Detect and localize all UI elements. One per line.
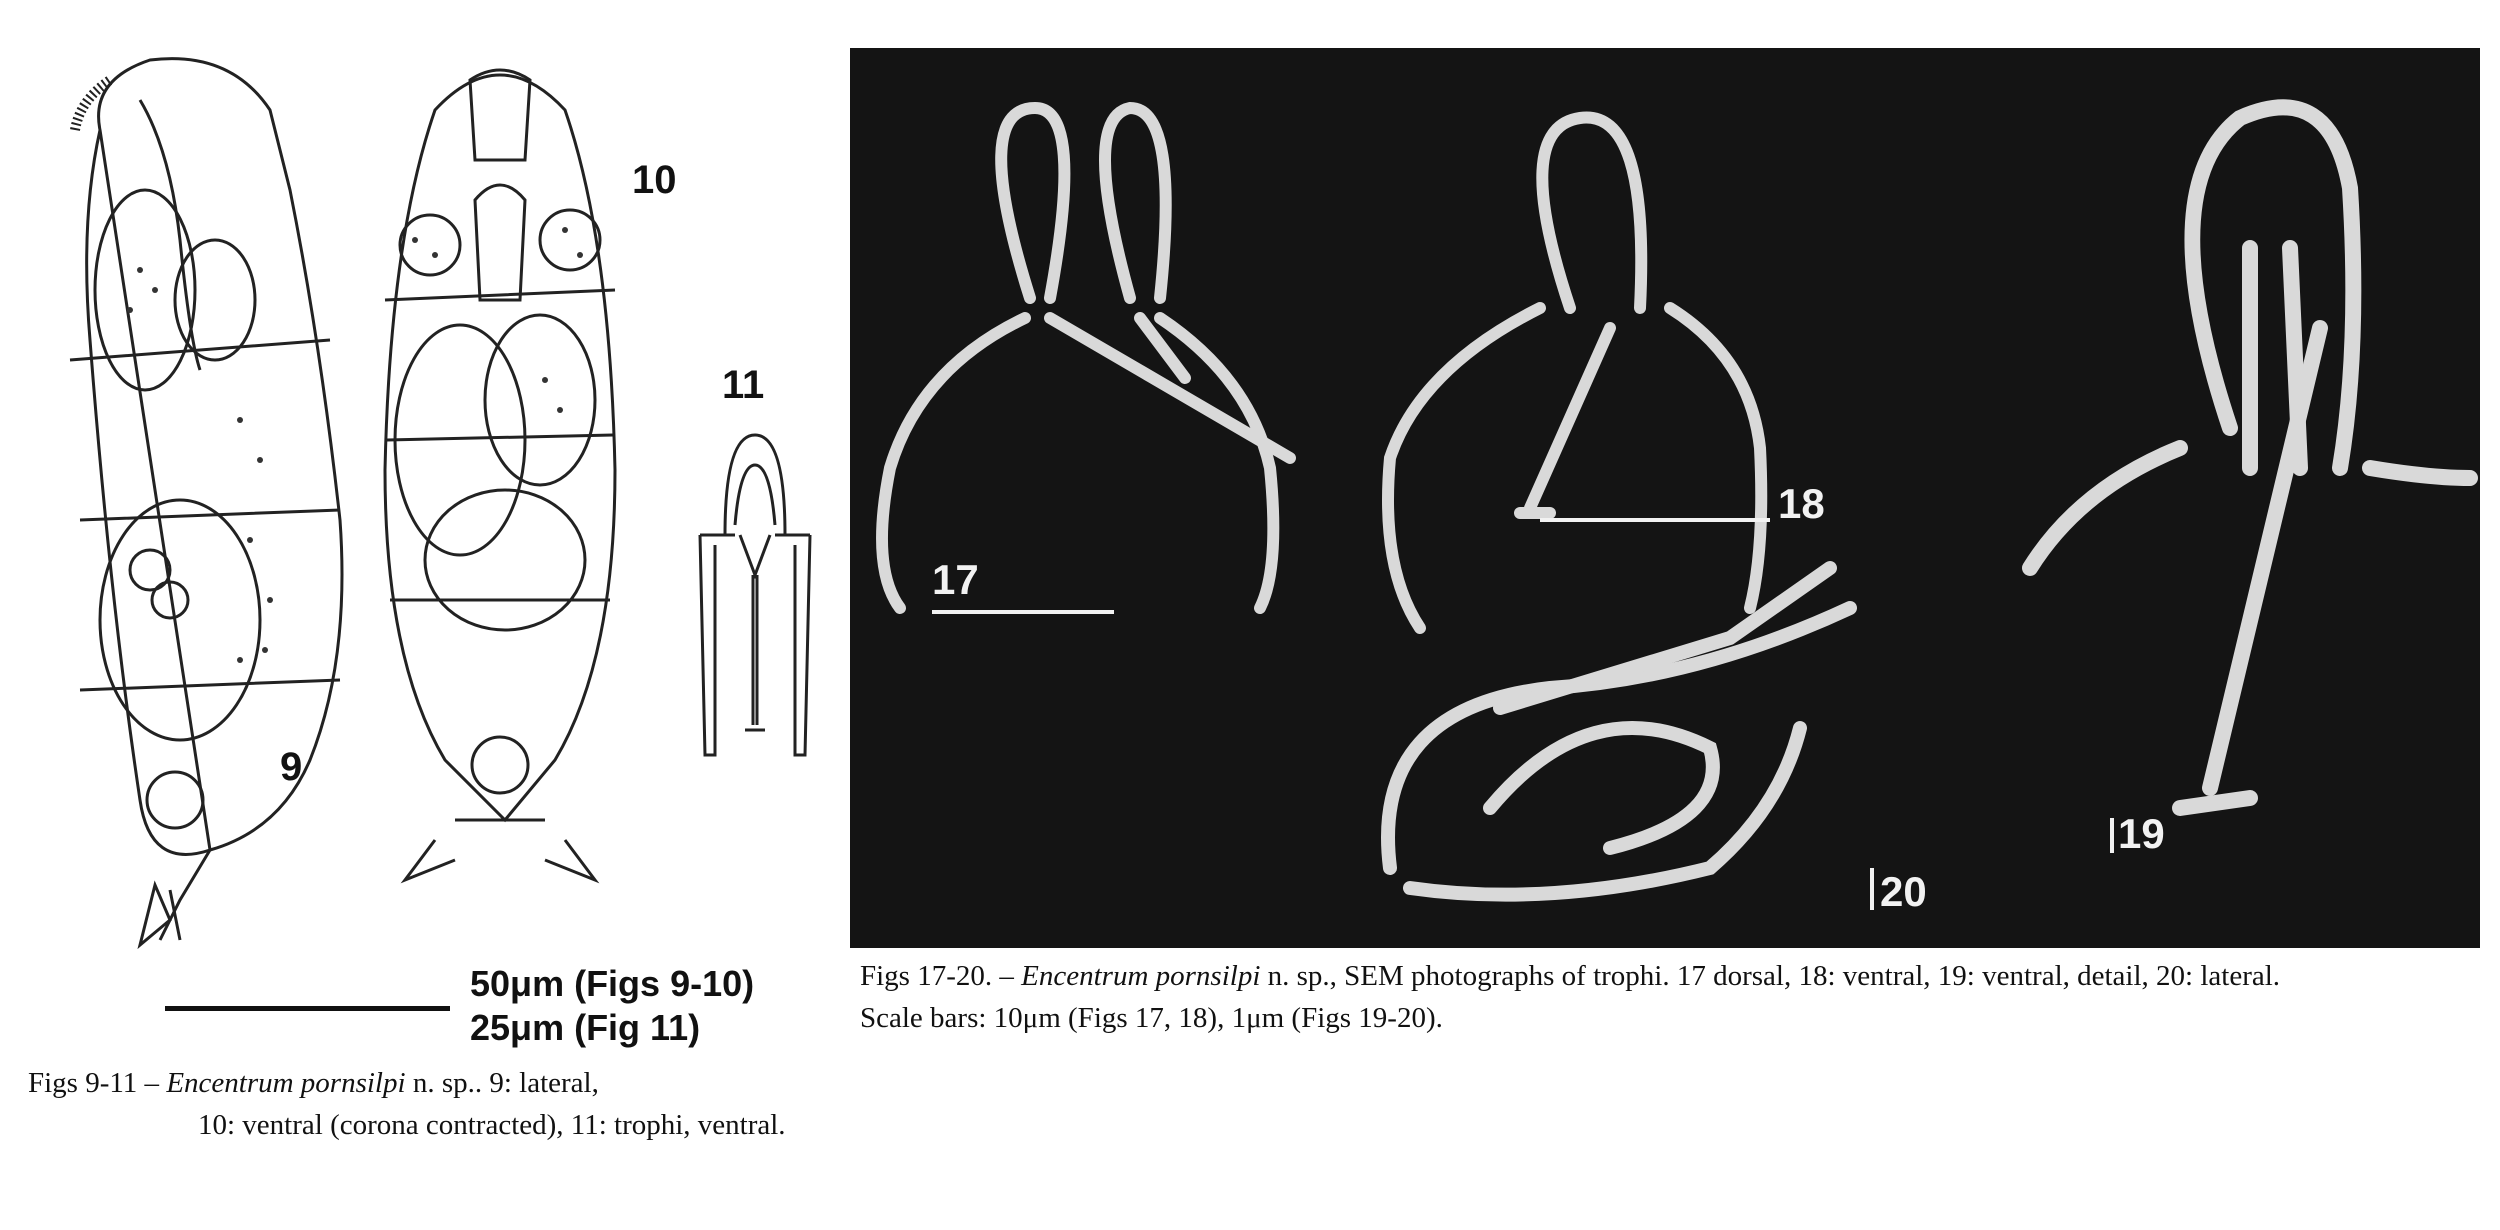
species-name: Encentrum pornsilpi [166, 1067, 406, 1099]
figure-17-label: 17 [932, 556, 979, 603]
figure-19-label: 19 [2118, 810, 2165, 857]
caption-line-2: 10: ventral (corona contracted), 11: trophi, ventral. [198, 1109, 786, 1141]
caption-rest: n. sp.. 9: lateral, [405, 1067, 599, 1099]
sem-caption-prefix: Figs 17-20. – [860, 960, 1022, 992]
scale-bar-text [470, 962, 754, 1050]
scale-bar-line1: 50μm (Figs 9-10) [470, 963, 755, 1004]
figure-17-20-caption [860, 955, 2480, 1039]
sem-figure-18-trophi [1388, 118, 1761, 628]
figure-20-label: 20 [1880, 868, 1927, 915]
sem-caption-line-1 [860, 955, 2480, 997]
figure-9-lateral-drawing [60, 40, 360, 960]
figure-9-11-caption [28, 1062, 828, 1146]
scale-bar-line2: 25μm (Fig 11) [470, 1007, 701, 1048]
figure-11-label: 11 [722, 363, 765, 407]
scale-bar-line [165, 1006, 450, 1011]
sem-photo-plate [850, 48, 2480, 948]
sem-figure-20-trophi [1388, 568, 1850, 895]
figure-10-label: 10 [632, 158, 677, 202]
sem-figure-19-trophi [2030, 107, 2470, 808]
figure-18-label: 18 [1778, 480, 1825, 527]
sem-figure-17-trophi [882, 108, 1290, 608]
sem-photographs [850, 48, 2480, 948]
caption-prefix: Figs 9-11 – [28, 1067, 160, 1099]
sem-caption-line-2: Scale bars: 10μm (Figs 17, 18), 1μm (Figs 19-20). [860, 1002, 1443, 1034]
sem-caption-rest: n. sp., SEM photographs of trophi. 17 dorsal, 18: ventral, 19: ventral, detail, 20: lateral. [1260, 960, 2281, 992]
figure-10-ventral-drawing [375, 40, 625, 900]
figure-9-label: 9 [280, 745, 303, 789]
caption-line-1 [28, 1062, 828, 1104]
figure-11-trophi-drawing [695, 425, 815, 765]
sem-species-name: Encentrum pornsilpi [1021, 960, 1261, 992]
